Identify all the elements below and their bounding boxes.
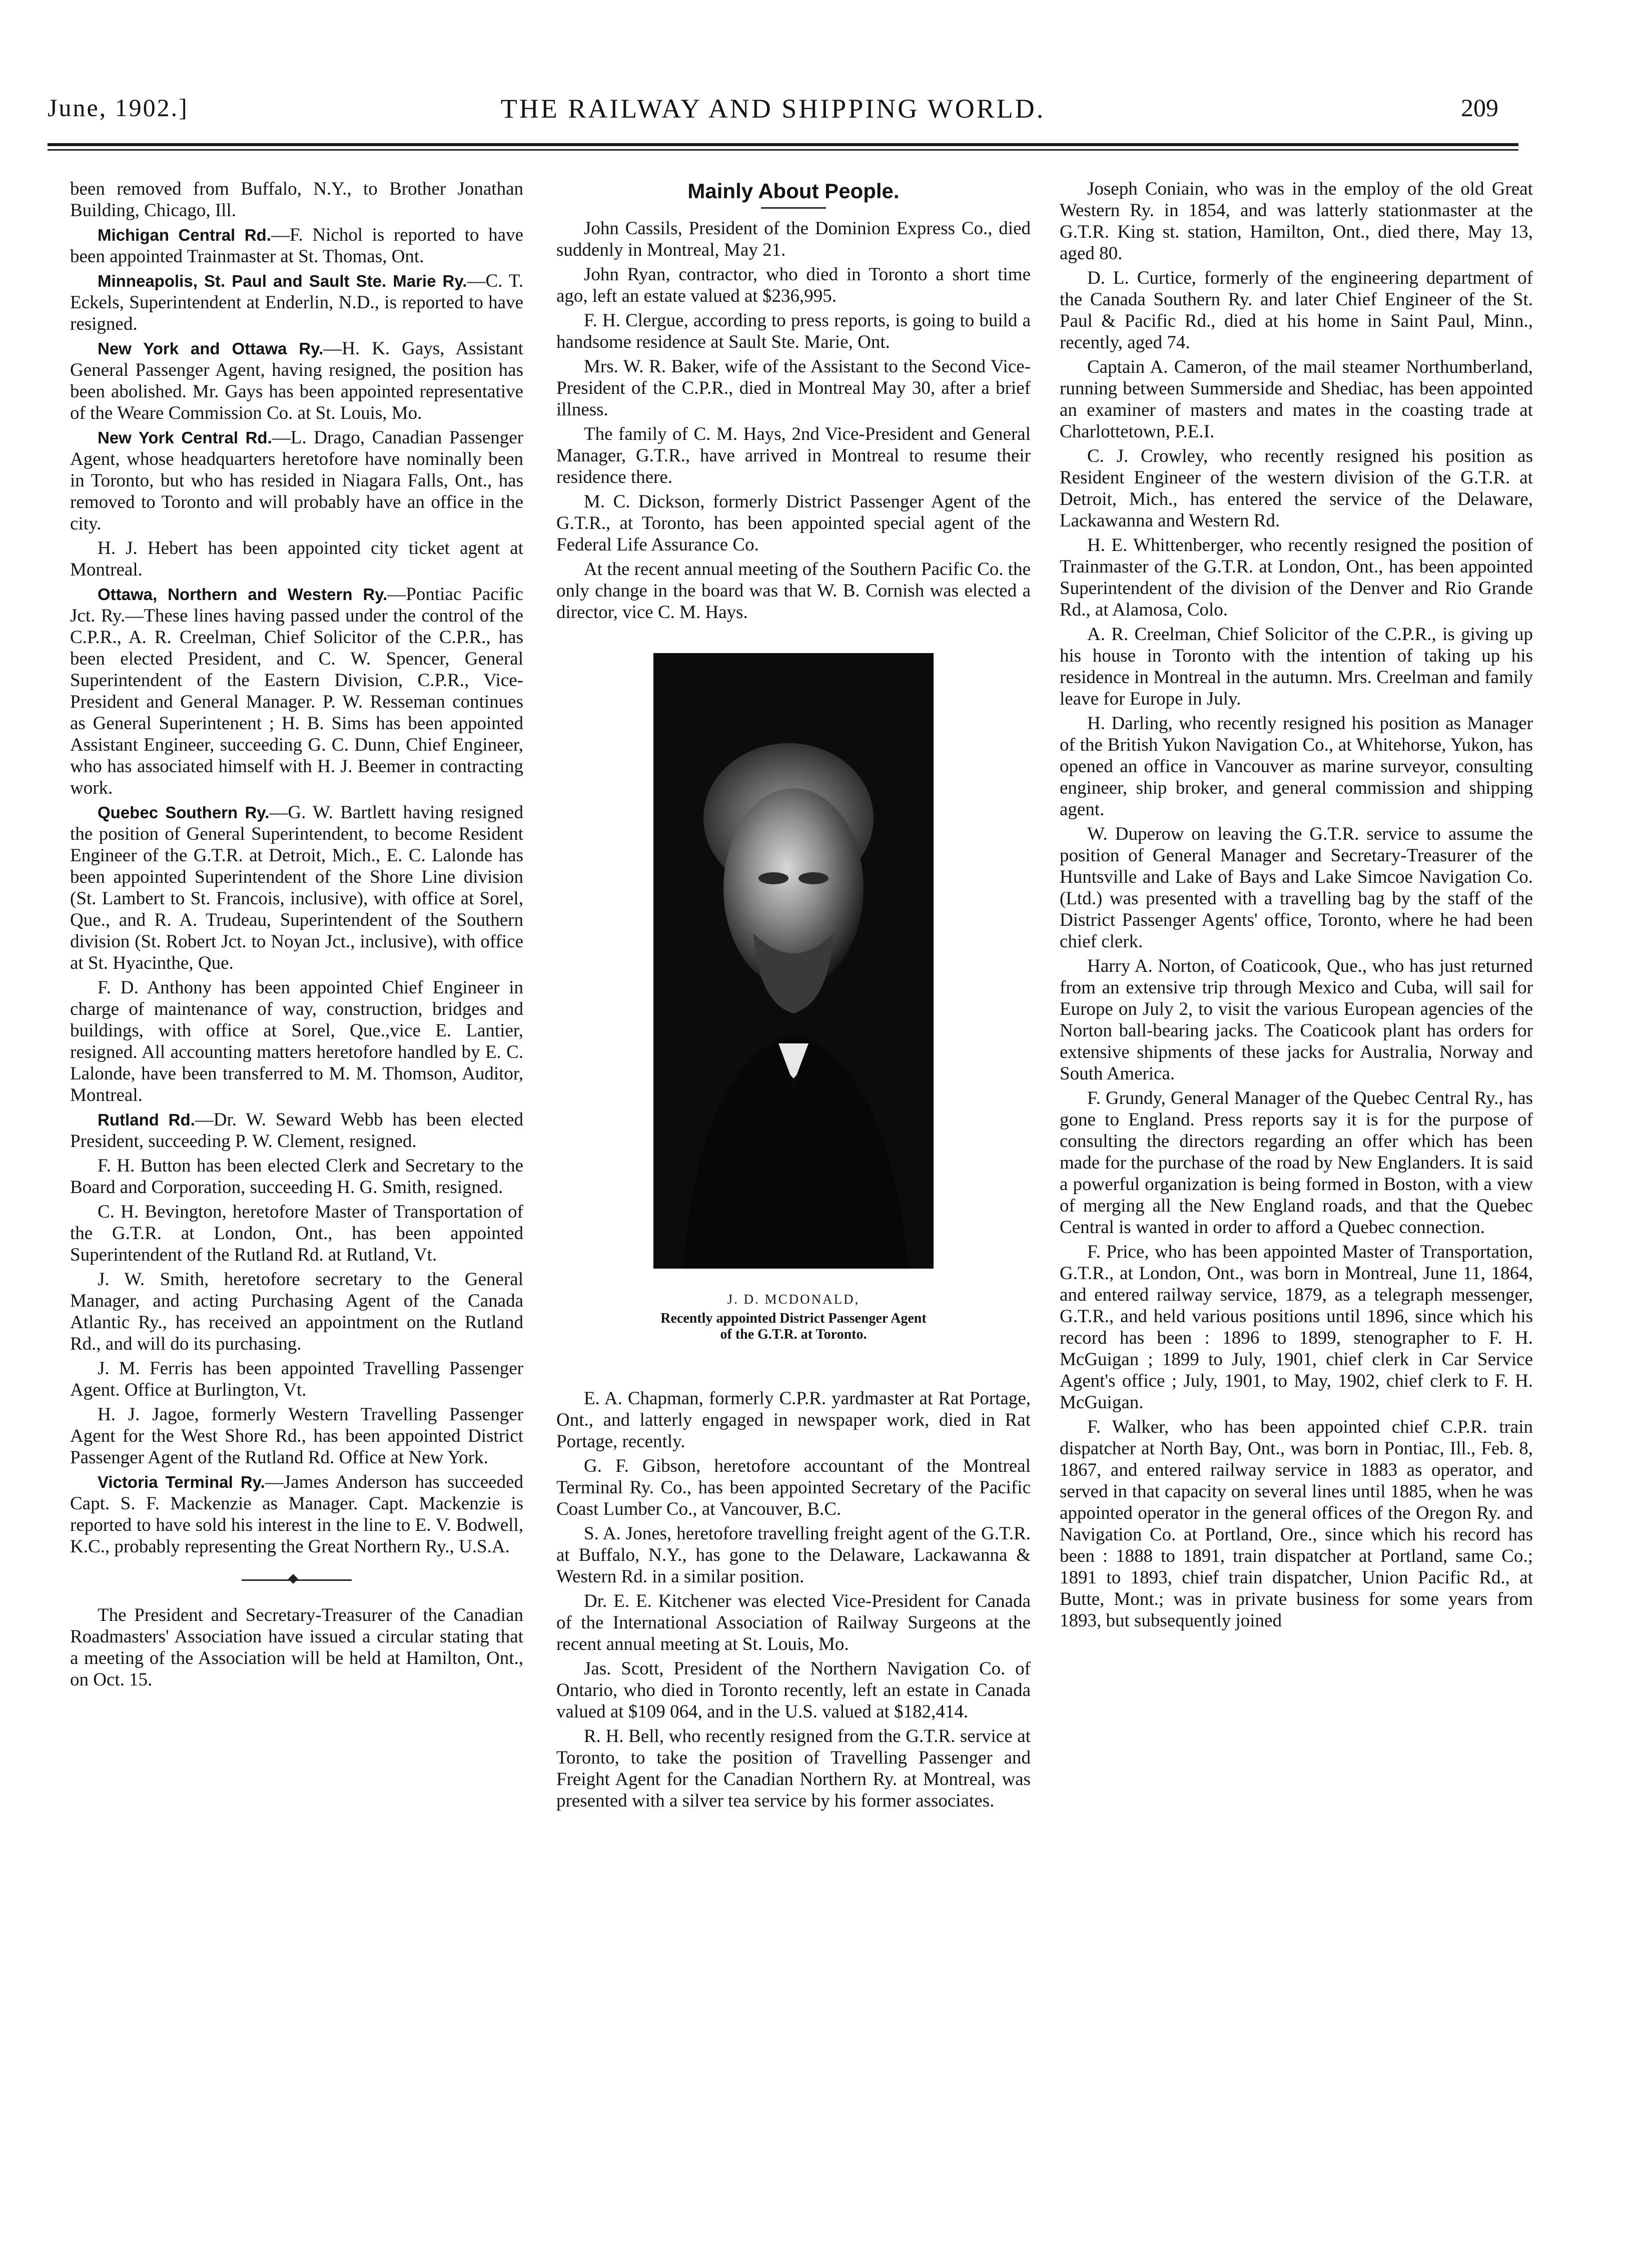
column-right	[1060, 178, 1533, 2240]
article-paragraph: Joseph Coniain, who was in the employ of the old Great Western Ry. in 1854, and was latterly stationmaster at the G.T.R. King st. station, Hamilton, Ont., died there, May 13, aged 80.	[1060, 179, 1533, 264]
article-paragraph: A. R. Creelman, Chief Solicitor of the C.P.R., is giving up his house in Toronto with the intention of taking up his residence in Montreal in the autumn. Mrs. Creelman and family leave for Europe in July.	[1060, 624, 1533, 709]
article-paragraph: H. J. Jagoe, formerly Western Travelling Passenger Agent for the West Shore Rd., has been appointed District Passenger Agent of the Rutland Rd. Office at New York.	[70, 1404, 523, 1468]
page-header	[48, 93, 1498, 133]
column-middle	[556, 178, 1031, 2240]
article-paragraph: W. Duperow on leaving the G.T.R. service to assume the position of General Manager and Secretary-Treasurer of the Huntsville and Lake of Bays and Lake Simcoe Navigation Co. (Ltd.) was presented with a travelling bag by the staff of the District Passenger Agents' office, Toronto, where he had been chief clerk.	[1060, 824, 1533, 952]
article-paragraph: F. Grundy, General Manager of the Quebec Central Ry., has gone to England. Press reports say it is for the purpose of consulting the directors regarding an offer which has been made for the purchase of the road by New Englanders. It is said a powerful organization is being formed in Boston, with a view of merging all the New England roads, and that the Quebec Central is wanted in order to afford a Quebec connection.	[1060, 1088, 1533, 1238]
article-paragraph: John Cassils, President of the Dominion Express Co., died suddenly in Montreal, May 21.	[556, 218, 1031, 260]
portrait-photo	[653, 653, 934, 1269]
article-paragraph	[70, 427, 523, 534]
paragraph-text: —C. T. Eckels, Superintendent at Enderlin, N.D., is reported to have resigned.	[70, 271, 523, 334]
article-paragraph: H. E. Whittenberger, who recently resigned the position of Trainmaster of the G.T.R. at London, Ont., has been appointed Superintendent of the division of the Denver and Rio Grande Rd., at Alamosa, Colo.	[1060, 535, 1533, 620]
railway-heading: Quebec Southern Ry.	[98, 803, 270, 822]
article-paragraph: J. M. Ferris has been appointed Travelling Passenger Agent. Office at Burlington, Vt.	[70, 1358, 523, 1400]
article-paragraph: been removed from Buffalo, N.Y., to Brother Jonathan Building, Chicago, Ill.	[70, 179, 523, 221]
section-title: Mainly About People.	[687, 179, 900, 203]
paragraph-text: —H. K. Gays, Assistant General Passenger Agent, having resigned, the position has been abolished. Mr. Gays has been appointed representative of the Weare Commission Co. at St. Louis, Mo.	[70, 338, 523, 423]
railway-heading: Minneapolis, St. Paul and Sault Ste. Marie Ry.	[98, 272, 467, 290]
column-left	[70, 178, 523, 2240]
article-paragraph	[70, 584, 523, 799]
article-paragraph: F. D. Anthony has been appointed Chief Engineer in charge of maintenance of way, construction, bridges and buildings, with office at Sorel, Que.,vice E. Lantier, resigned. All accounting matters heretofore handled by E. C. Lalonde, have been transferred to M. M. Thomson, Auditor, Montreal.	[70, 977, 523, 1105]
article-paragraph: F. H. Button has been elected Clerk and Secretary to the Board and Corporation, succeeding H. G. Smith, resigned.	[70, 1156, 523, 1198]
article-paragraph: F. H. Clergue, according to press reports, is going to build a handsome residence at Sault Ste. Marie, Ont.	[556, 310, 1031, 352]
article-paragraph: E. A. Chapman, formerly C.P.R. yardmaster at Rat Portage, Ont., and latterly engaged in newspaper work, died in Rat Portage, recently.	[556, 1388, 1031, 1452]
article-paragraph	[70, 1109, 523, 1152]
article-paragraph: F. Price, who has been appointed Master of Transportation, G.T.R., at London, Ont., was born in Montreal, June 11, 1864, and entered railway service, 1879, as a telegraph messenger, G.T.R., and held various positions until 1896, since which his record has been : 1896 to 1899, stenographer to F. H. McGuigan ; 1899 to July, 1901, chief clerk in Car Service Agent's office ; July, 1901, to May, 1902, chief clerk to F. H. McGuigan.	[1060, 1242, 1533, 1413]
publication-title: THE RAILWAY AND SHIPPING WORLD.	[500, 94, 1046, 124]
header-rule-thin	[48, 149, 1518, 151]
portrait-image	[653, 653, 934, 1269]
article-paragraph: S. A. Jones, heretofore travelling freight agent of the G.T.R. at Buffalo, N.Y., has gone to the Delaware, Lackawanna & Western Rd. in a similar position.	[556, 1523, 1031, 1587]
article-paragraph: At the recent annual meeting of the Southern Pacific Co. the only change in the board was that W. B. Cornish was elected a director, vice C. M. Hays.	[556, 559, 1031, 623]
paragraph-text: —F. Nichol is reported to have been appointed Trainmaster at St. Thomas, Ont.	[70, 225, 523, 267]
article-paragraph: The President and Secretary-Treasurer of the Canadian Roadmasters' Association have issued a circular stating that a meeting of the Association will be held at Hamilton, Ont., on Oct. 15.	[70, 1605, 523, 1690]
article-paragraph: J. W. Smith, heretofore secretary to the General Manager, and acting Purchasing Agent of the Canada Atlantic Ry., has received an appointment on the Rutland Rd., and will do its purchasing.	[70, 1269, 523, 1354]
article-paragraph	[70, 224, 523, 267]
article-paragraph	[70, 1471, 523, 1557]
paragraph-text: —L. Drago, Canadian Passenger Agent, whose headquarters heretofore have nominally been in Toronto, but who has resided in Niagara Falls, Ont., has removed to Toronto and will probably have an office in the city.	[70, 427, 523, 534]
article-paragraph	[70, 338, 523, 424]
article-paragraph: C. J. Crowley, who recently resigned his position as Resident Engineer of the western division of the G.T.R. at Detroit, Mich., has entered the service of the Delaware, Lackawanna and Western Rd.	[1060, 446, 1533, 531]
article-paragraph	[70, 270, 523, 335]
article-paragraph: Dr. E. E. Kitchener was elected Vice-President for Canada of the International Association of Railway Surgeons at the recent annual meeting at St. Louis, Mo.	[556, 1591, 1031, 1654]
page-number: 209	[1461, 94, 1498, 122]
article-paragraph: Mrs. W. R. Baker, wife of the Assistant to the Second Vice-President of the C.P.R., died in Montreal May 30, after a brief illness.	[556, 356, 1031, 420]
header-rule-thick	[48, 143, 1518, 146]
article-paragraph: The family of C. M. Hays, 2nd Vice-President and General Manager, G.T.R., have arrived in Montreal to resume their residence there.	[556, 424, 1031, 487]
article-paragraph: R. H. Bell, who recently resigned from the G.T.R. service at Toronto, to take the position of Travelling Passenger and Freight Agent for the Canadian Northern Ry. at Montreal, was presented with a silver tea service by his former associates.	[556, 1726, 1031, 1811]
railway-heading: New York Central Rd.	[98, 428, 272, 447]
article-paragraph: M. C. Dickson, formerly District Passenger Agent of the G.T.R., at Toronto, has been appointed special agent of the Federal Life Assurance Co.	[556, 491, 1031, 555]
railway-heading: Rutland Rd.	[98, 1110, 195, 1129]
title-rule	[761, 207, 826, 209]
paragraph-text: —Pontiac Pacific Jct. Ry.—These lines having passed under the control of the C.P.R., A. R. Creelman, Chief Solicitor of the C.P.R., has been elected President, and C. W. Spencer, General Superintendent of the Eastern Division, C.P.R., Vice-President and General Manager. P. W. Resseman continues as General Superintenent ; H. B. Sims has been appointed Assistant Engineer, succeeding G. C. Dunn, Chief Engineer, who has associated himself with H. J. Beemer in contracting work.	[70, 584, 523, 798]
portrait-figure	[653, 653, 934, 1343]
railway-heading: Victoria Terminal Ry.	[98, 1473, 265, 1491]
article-paragraph: Harry A. Norton, of Coaticook, Que., who has just returned from an extensive trip through Mexico and Cuba, will sail for Europe on July 2, to visit the various European agencies of the Norton ball-bearing jacks. The Coaticook plant has orders for extensive shipments of these jacks for Australia, Norway and South America.	[1060, 956, 1533, 1084]
article-paragraph: John Ryan, contractor, who died in Toronto a short time ago, left an estate valued at $236,995.	[556, 264, 1031, 306]
article-paragraph: H. Darling, who recently resigned his position as Manager of the British Yukon Navigation Co., at Whitehorse, Yukon, has opened an office in Vancouver as marine surveyor, consulting engineer, ship broker, and general commission and shipping agent.	[1060, 713, 1533, 820]
article-paragraph: C. H. Bevington, heretofore Master of Transportation of the G.T.R. at London, Ont., has been appointed Superintendent of the Rutland Rd. at Rutland, Vt.	[70, 1202, 523, 1265]
paragraph-text: —Dr. W. Seward Webb has been elected President, succeeding P. W. Clement, resigned.	[70, 1109, 523, 1152]
paragraph-text: —James Anderson has succeeded Capt. S. F. Mackenzie as Manager. Capt. Mackenzie is reported to have sold his interest in the line to E. V. Bodwell, K.C., probably representing the Great Northern Ry., U.S.A.	[70, 1472, 523, 1557]
article-paragraph: G. F. Gibson, heretofore accountant of the Montreal Terminal Ry. Co., has been appointed Secretary of the Pacific Coast Lumber Co., at Vancouver, B.C.	[556, 1456, 1031, 1519]
article-paragraph	[70, 802, 523, 974]
article-paragraph: H. J. Hebert has been appointed city ticket agent at Montreal.	[70, 538, 523, 580]
article-paragraph: F. Walker, who has been appointed chief C.P.R. train dispatcher at North Bay, Ont., was born in Pontiac, Ill., Feb. 8, 1867, and entered railway service in 1883 as operator, and served in that capacity on several lines until 1885, when he was appointed operator in the general offices of the Oregon Ry. and Navigation Co. at Portland, Ore., since which his record has been : 1888 to 1891, train dispatcher at Portland, same Co.; 1891 to 1893, chief train dispatcher, Union Pacific Rd., at Butte, Mont.; was in private business for some years from 1893, but subsequently joined	[1060, 1417, 1533, 1631]
paragraph-text: —G. W. Bartlett having resigned the position of General Superintendent, to become Resident Engineer of the G.T.R. at Detroit, Mich., E. C. Lalonde has been appointed Superintendent of the Shore Line division (St. Lambert to St. Francois, inclusive), with office at Sorel, Que., and R. A. Trudeau, Superintendent of the Southern division (St. Robert Jct. to Noyan Jct., inclusive), with office at St. Hyacinthe, Que.	[70, 802, 523, 973]
article-paragraph: D. L. Curtice, formerly of the engineering department of the Canada Southern Ry. and later Chief Engineer of the St. Paul & Pacific Rd., died at his home in Saint Paul, Minn., recently, aged 74.	[1060, 268, 1533, 353]
railway-heading: New York and Ottawa Ry.	[98, 339, 324, 358]
railway-heading: Michigan Central Rd.	[98, 226, 271, 244]
article-paragraph: Jas. Scott, President of the Northern Navigation Co. of Ontario, who died in Toronto recently, left an estate in Canada valued at $109 064, and in the U.S. valued at $182,414.	[556, 1658, 1031, 1722]
article-paragraph: Captain A. Cameron, of the mail steamer Northumberland, running between Summerside and Shediac, has been appointed an examiner of masters and mates in the coasting trade at Charlottetown, P.E.I.	[1060, 357, 1533, 442]
railway-heading: Ottawa, Northern and Western Ry.	[98, 585, 388, 604]
section-divider-ornament	[242, 1575, 352, 1584]
photo-caption-name: J. D. MCDONALD,	[727, 1292, 860, 1307]
issue-date: June, 1902.]	[48, 94, 189, 122]
photo-caption-text: Recently appointed District Passenger Agent of the G.T.R. at Toronto.	[660, 1311, 927, 1342]
